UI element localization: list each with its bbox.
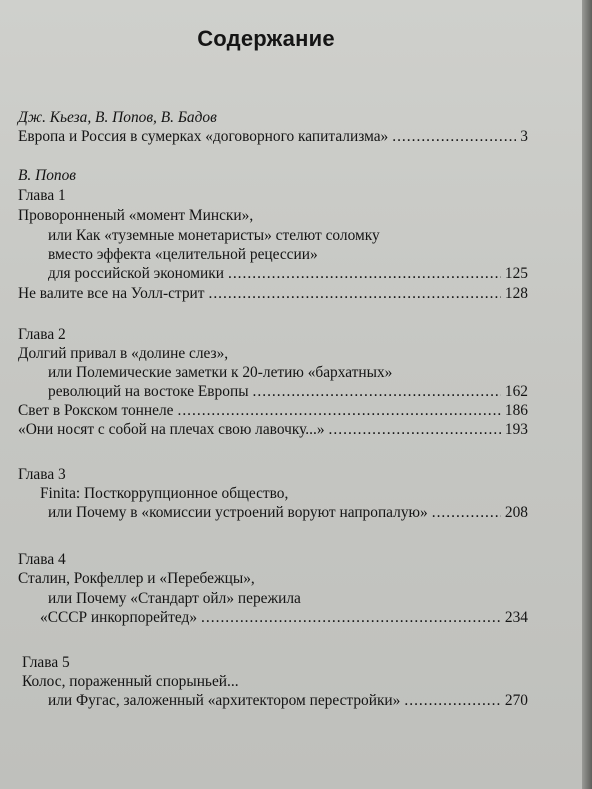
toc-page-number: 128 bbox=[504, 285, 528, 302]
toc-page-number: 193 bbox=[504, 421, 528, 438]
toc-entry bbox=[48, 383, 528, 401]
chapter-label: Глава 2 bbox=[18, 326, 66, 343]
toc-entry-line: или Полемические заметки к 20-летию «бархатных» bbox=[48, 364, 393, 381]
toc-entry-title: для российской экономики bbox=[48, 265, 224, 282]
section-authors: В. Попов bbox=[18, 167, 76, 184]
book-spine-shadow bbox=[582, 0, 592, 789]
chapter-label: Глава 4 bbox=[18, 551, 66, 568]
leader-dots bbox=[208, 285, 500, 303]
toc-entry bbox=[18, 421, 528, 439]
toc-entry-line: Колос, пораженный спорыньей... bbox=[22, 673, 239, 690]
toc-entry-title: «СССР инкорпорейтед» bbox=[40, 609, 198, 626]
leader-dots bbox=[432, 504, 501, 522]
toc-page-number: 208 bbox=[504, 504, 528, 521]
leader-dots bbox=[177, 402, 500, 420]
toc-page-number: 234 bbox=[504, 609, 528, 626]
toc-entry bbox=[48, 265, 528, 283]
toc-entry bbox=[40, 609, 528, 627]
toc-entry-title: или Фугас, заложенный «архитектором перестройки» bbox=[48, 692, 401, 709]
toc-entry-title: «Они носят с собой на плечах свою лавочку...» bbox=[18, 421, 325, 438]
toc-entry bbox=[48, 504, 528, 522]
toc-entry bbox=[48, 692, 528, 710]
leader-dots bbox=[201, 609, 501, 627]
chapter-label: Глава 5 bbox=[22, 654, 70, 671]
toc-entry-title: или Почему в «комиссии устроений воруют напропалую» bbox=[48, 504, 428, 521]
leader-dots bbox=[329, 421, 501, 439]
toc-entry-line: Finita: Посткоррупционное общество, bbox=[40, 485, 289, 502]
page-title: Содержание bbox=[197, 26, 335, 51]
toc-entry bbox=[18, 402, 528, 420]
toc-entry-line: Сталин, Рокфеллер и «Перебежцы», bbox=[18, 570, 255, 587]
toc-page-number: 125 bbox=[504, 265, 528, 282]
toc-page-number: 270 bbox=[504, 692, 528, 709]
leader-dots bbox=[392, 128, 516, 146]
toc-entry bbox=[18, 128, 528, 146]
toc-entry-line: вместо эффекта «целительной рецессии» bbox=[48, 246, 318, 263]
toc-entry-line: Долгий привал в «долине слез», bbox=[18, 345, 229, 362]
toc-entry-line: или Как «туземные монетаристы» стелют соломку bbox=[48, 227, 380, 244]
chapter-label: Глава 3 bbox=[18, 466, 66, 483]
toc-entry-title: Европа и Россия в сумерках «договорного капитализма» bbox=[18, 128, 389, 145]
leader-dots bbox=[404, 692, 501, 710]
leader-dots bbox=[253, 383, 501, 401]
toc-page-number: 186 bbox=[504, 402, 528, 419]
toc-entry-line: или Почему «Стандарт ойл» пережила bbox=[48, 590, 301, 607]
toc-entry-title: революций на востоке Европы bbox=[48, 383, 249, 400]
toc-page-number: 162 bbox=[504, 383, 528, 400]
toc-entry bbox=[18, 285, 528, 303]
toc-entry-line: Проворонненый «момент Мински», bbox=[18, 207, 254, 224]
section-authors: Дж. Кьеза, В. Попов, В. Бадов bbox=[18, 109, 217, 126]
leader-dots bbox=[228, 265, 501, 283]
toc-entry-title: Свет в Рокском тоннеле bbox=[18, 402, 174, 419]
toc-page-number: 3 bbox=[520, 128, 528, 145]
chapter-label: Глава 1 bbox=[18, 187, 66, 204]
toc-entry-title: Не валите все на Уолл-стрит bbox=[18, 285, 205, 302]
